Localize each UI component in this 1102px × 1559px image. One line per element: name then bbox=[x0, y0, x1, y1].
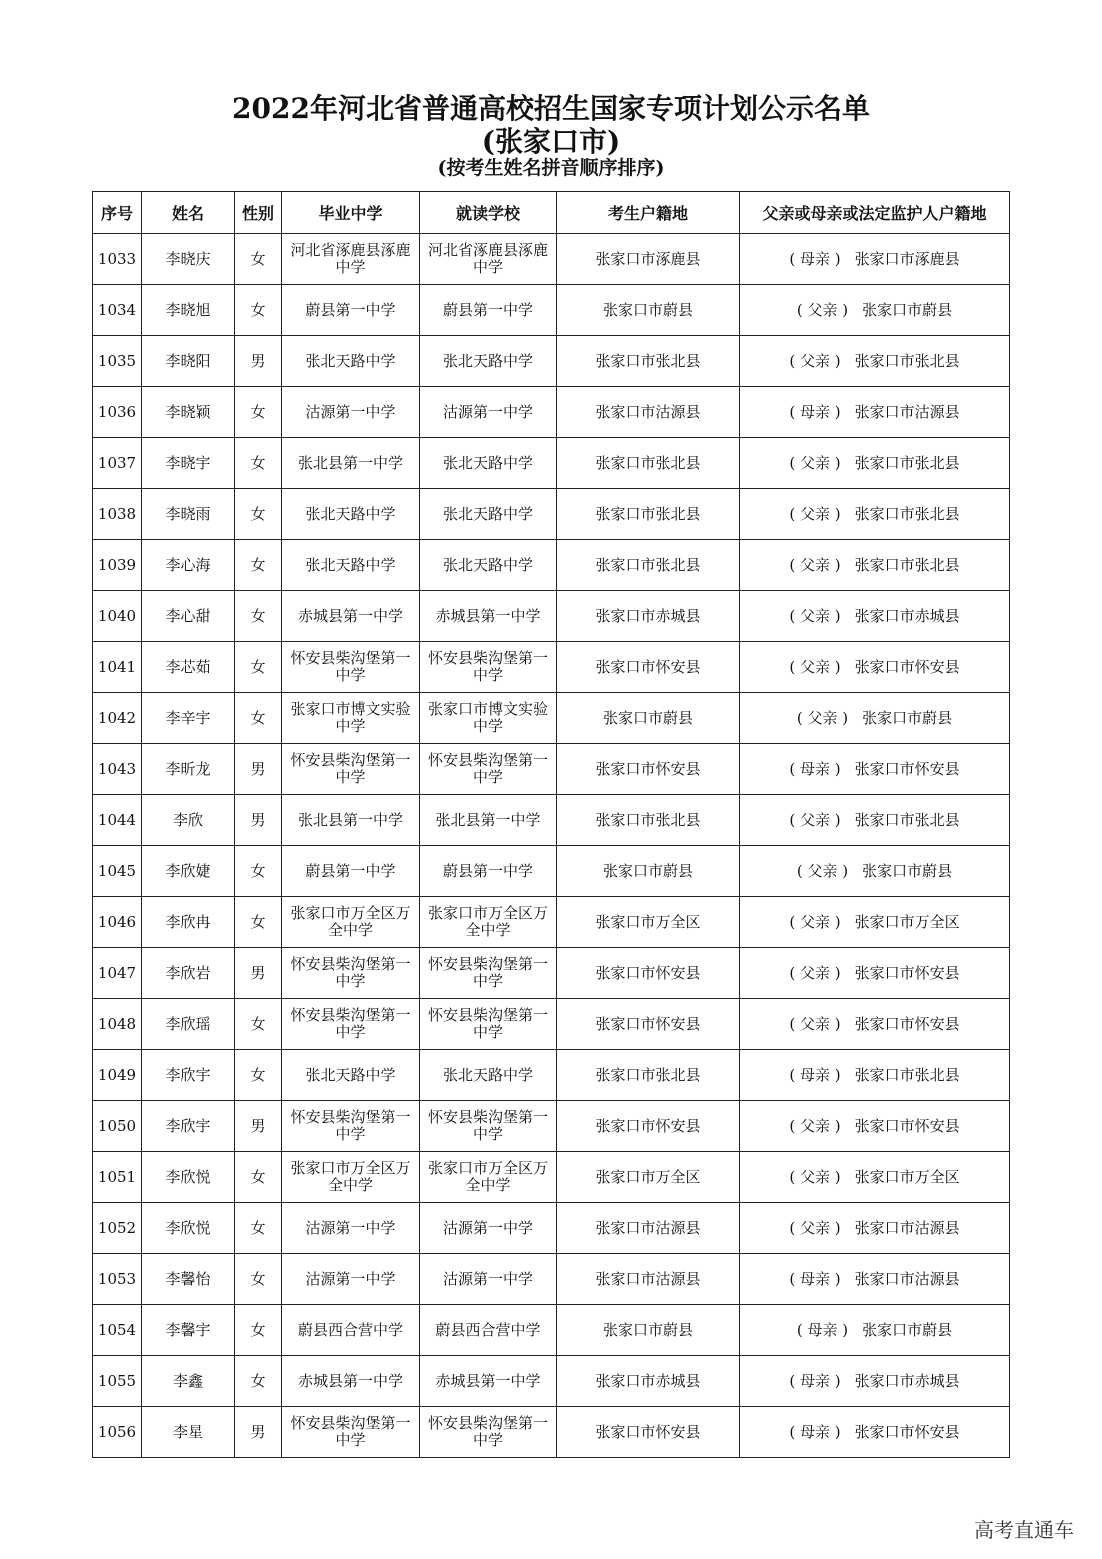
cell-gender: 女 bbox=[235, 591, 282, 642]
cell-grad-school: 张北天路中学 bbox=[282, 489, 420, 540]
cell-parent-hukou bbox=[740, 1305, 1010, 1356]
cell-seq: 1052 bbox=[93, 1203, 142, 1254]
cell-current-school: 怀安县柴沟堡第一中学 bbox=[420, 948, 557, 999]
table-row bbox=[93, 948, 1010, 999]
cell-name: 李星 bbox=[142, 1407, 235, 1458]
cell-parent-hukou bbox=[740, 336, 1010, 387]
cell-name: 李心海 bbox=[142, 540, 235, 591]
parent-hukou: 张家口市怀安县 bbox=[854, 1014, 960, 1033]
cell-hukou: 张家口市怀安县 bbox=[557, 948, 740, 999]
cell-current-school: 怀安县柴沟堡第一中学 bbox=[420, 1101, 557, 1152]
cell-hukou: 张家口市沽源县 bbox=[557, 387, 740, 438]
cell-grad-school: 怀安县柴沟堡第一中学 bbox=[282, 1101, 420, 1152]
cell-parent-hukou bbox=[740, 1050, 1010, 1101]
parent-relation: ( 父亲 ) bbox=[789, 1116, 841, 1135]
cell-gender: 男 bbox=[235, 948, 282, 999]
cell-name: 李欣宇 bbox=[142, 1050, 235, 1101]
cell-current-school: 赤城县第一中学 bbox=[420, 1356, 557, 1407]
cell-seq: 1041 bbox=[93, 642, 142, 693]
table-row bbox=[93, 1254, 1010, 1305]
cell-hukou: 张家口市张北县 bbox=[557, 336, 740, 387]
cell-hukou: 张家口市张北县 bbox=[557, 795, 740, 846]
parent-relation: ( 父亲 ) bbox=[789, 453, 841, 472]
cell-seq: 1037 bbox=[93, 438, 142, 489]
document-sort-note: (按考生姓名拼音顺序排序) bbox=[437, 157, 665, 179]
cell-current-school: 沽源第一中学 bbox=[420, 1254, 557, 1305]
parent-relation: ( 父亲 ) bbox=[789, 1167, 841, 1186]
header-hukou: 考生户籍地 bbox=[557, 192, 740, 234]
cell-name: 李馨怡 bbox=[142, 1254, 235, 1305]
cell-parent-hukou bbox=[740, 591, 1010, 642]
cell-parent-hukou bbox=[740, 897, 1010, 948]
cell-hukou: 张家口市蔚县 bbox=[557, 285, 740, 336]
table-row bbox=[93, 540, 1010, 591]
parent-hukou: 张家口市沽源县 bbox=[854, 1269, 960, 1288]
cell-seq: 1042 bbox=[93, 693, 142, 744]
cell-parent-hukou bbox=[740, 846, 1010, 897]
cell-gender: 女 bbox=[235, 489, 282, 540]
parent-relation: ( 母亲 ) bbox=[789, 1422, 841, 1441]
cell-current-school: 张北天路中学 bbox=[420, 540, 557, 591]
cell-name: 李欣 bbox=[142, 795, 235, 846]
cell-gender: 女 bbox=[235, 285, 282, 336]
cell-current-school: 怀安县柴沟堡第一中学 bbox=[420, 1407, 557, 1458]
table-row bbox=[93, 285, 1010, 336]
cell-parent-hukou bbox=[740, 438, 1010, 489]
cell-parent-hukou bbox=[740, 999, 1010, 1050]
cell-gender: 女 bbox=[235, 1356, 282, 1407]
parent-hukou: 张家口市张北县 bbox=[854, 351, 960, 370]
parent-relation: ( 母亲 ) bbox=[789, 249, 841, 268]
cell-hukou: 张家口市怀安县 bbox=[557, 1407, 740, 1458]
cell-gender: 女 bbox=[235, 540, 282, 591]
header-current-school: 就读学校 bbox=[420, 192, 557, 234]
table-row bbox=[93, 795, 1010, 846]
table-row bbox=[93, 1356, 1010, 1407]
cell-name: 李欣瑶 bbox=[142, 999, 235, 1050]
parent-relation: ( 父亲 ) bbox=[789, 912, 841, 931]
cell-grad-school: 张家口市博文实验中学 bbox=[282, 693, 420, 744]
cell-hukou: 张家口市怀安县 bbox=[557, 1101, 740, 1152]
cell-gender: 女 bbox=[235, 234, 282, 285]
parent-hukou: 张家口市蔚县 bbox=[862, 300, 953, 319]
parent-hukou: 张家口市赤城县 bbox=[854, 606, 960, 625]
cell-name: 李晓宇 bbox=[142, 438, 235, 489]
cell-seq: 1038 bbox=[93, 489, 142, 540]
cell-parent-hukou bbox=[740, 744, 1010, 795]
parent-relation: ( 父亲 ) bbox=[789, 963, 841, 982]
cell-current-school: 张北天路中学 bbox=[420, 336, 557, 387]
cell-grad-school: 怀安县柴沟堡第一中学 bbox=[282, 999, 420, 1050]
cell-grad-school: 怀安县柴沟堡第一中学 bbox=[282, 1407, 420, 1458]
cell-hukou: 张家口市万全区 bbox=[557, 1152, 740, 1203]
cell-seq: 1045 bbox=[93, 846, 142, 897]
cell-current-school: 赤城县第一中学 bbox=[420, 591, 557, 642]
cell-gender: 女 bbox=[235, 387, 282, 438]
cell-parent-hukou bbox=[740, 642, 1010, 693]
watermark: 高考直通车 bbox=[974, 1518, 1074, 1542]
cell-grad-school: 张家口市万全区万全中学 bbox=[282, 897, 420, 948]
table-row bbox=[93, 1050, 1010, 1101]
cell-name: 李欣悦 bbox=[142, 1203, 235, 1254]
header-row bbox=[93, 192, 1010, 234]
cell-grad-school: 怀安县柴沟堡第一中学 bbox=[282, 744, 420, 795]
cell-gender: 女 bbox=[235, 846, 282, 897]
cell-grad-school: 怀安县柴沟堡第一中学 bbox=[282, 642, 420, 693]
cell-name: 李芯茹 bbox=[142, 642, 235, 693]
cell-grad-school: 赤城县第一中学 bbox=[282, 1356, 420, 1407]
cell-seq: 1049 bbox=[93, 1050, 142, 1101]
cell-name: 李欣悦 bbox=[142, 1152, 235, 1203]
parent-relation: ( 父亲 ) bbox=[796, 708, 849, 727]
cell-parent-hukou bbox=[740, 540, 1010, 591]
parent-hukou: 张家口市怀安县 bbox=[854, 657, 960, 676]
cell-hukou: 张家口市沽源县 bbox=[557, 1203, 740, 1254]
table-row bbox=[93, 1407, 1010, 1458]
cell-grad-school: 张家口市万全区万全中学 bbox=[282, 1152, 420, 1203]
table-row bbox=[93, 846, 1010, 897]
cell-parent-hukou bbox=[740, 948, 1010, 999]
cell-current-school: 张家口市万全区万全中学 bbox=[420, 897, 557, 948]
cell-hukou: 张家口市万全区 bbox=[557, 897, 740, 948]
cell-hukou: 张家口市怀安县 bbox=[557, 999, 740, 1050]
parent-hukou: 张家口市蔚县 bbox=[862, 1320, 953, 1339]
parent-relation: ( 母亲 ) bbox=[789, 1269, 841, 1288]
header-gender: 性别 bbox=[235, 192, 282, 234]
parent-hukou: 张家口市赤城县 bbox=[854, 1371, 960, 1390]
cell-grad-school: 张北天路中学 bbox=[282, 540, 420, 591]
cell-name: 李晓阳 bbox=[142, 336, 235, 387]
cell-current-school: 张家口市万全区万全中学 bbox=[420, 1152, 557, 1203]
parent-hukou: 张家口市怀安县 bbox=[854, 1422, 960, 1441]
cell-gender: 女 bbox=[235, 1203, 282, 1254]
parent-hukou: 张家口市涿鹿县 bbox=[854, 249, 960, 268]
cell-current-school: 怀安县柴沟堡第一中学 bbox=[420, 642, 557, 693]
cell-seq: 1036 bbox=[93, 387, 142, 438]
cell-seq: 1044 bbox=[93, 795, 142, 846]
roster-body bbox=[93, 234, 1010, 1458]
cell-seq: 1048 bbox=[93, 999, 142, 1050]
parent-hukou: 张家口市怀安县 bbox=[854, 963, 960, 982]
cell-gender: 女 bbox=[235, 897, 282, 948]
cell-name: 李欣岩 bbox=[142, 948, 235, 999]
cell-current-school: 沽源第一中学 bbox=[420, 387, 557, 438]
cell-grad-school: 蔚县第一中学 bbox=[282, 846, 420, 897]
cell-gender: 女 bbox=[235, 642, 282, 693]
cell-current-school: 怀安县柴沟堡第一中学 bbox=[420, 744, 557, 795]
cell-name: 李心甜 bbox=[142, 591, 235, 642]
parent-relation: ( 父亲 ) bbox=[789, 555, 841, 574]
cell-seq: 1051 bbox=[93, 1152, 142, 1203]
parent-hukou: 张家口市万全区 bbox=[854, 1167, 960, 1186]
cell-grad-school: 蔚县第一中学 bbox=[282, 285, 420, 336]
header-grad-school: 毕业中学 bbox=[282, 192, 420, 234]
cell-current-school: 张北天路中学 bbox=[420, 489, 557, 540]
cell-hukou: 张家口市怀安县 bbox=[557, 744, 740, 795]
table-row bbox=[93, 438, 1010, 489]
cell-grad-school: 沽源第一中学 bbox=[282, 387, 420, 438]
cell-parent-hukou bbox=[740, 285, 1010, 336]
cell-gender: 女 bbox=[235, 1050, 282, 1101]
parent-relation: ( 父亲 ) bbox=[789, 1218, 841, 1237]
cell-current-school: 蔚县西合营中学 bbox=[420, 1305, 557, 1356]
cell-grad-school: 河北省涿鹿县涿鹿中学 bbox=[282, 234, 420, 285]
cell-gender: 男 bbox=[235, 1407, 282, 1458]
cell-hukou: 张家口市蔚县 bbox=[557, 1305, 740, 1356]
cell-current-school: 沽源第一中学 bbox=[420, 1203, 557, 1254]
parent-hukou: 张家口市沽源县 bbox=[854, 402, 960, 421]
cell-hukou: 张家口市蔚县 bbox=[557, 693, 740, 744]
parent-hukou: 张家口市张北县 bbox=[854, 1065, 960, 1084]
table-row bbox=[93, 642, 1010, 693]
cell-name: 李欣宇 bbox=[142, 1101, 235, 1152]
header-name: 姓名 bbox=[142, 192, 235, 234]
cell-name: 李鑫 bbox=[142, 1356, 235, 1407]
table-row bbox=[93, 234, 1010, 285]
cell-seq: 1034 bbox=[93, 285, 142, 336]
cell-name: 李晓雨 bbox=[142, 489, 235, 540]
cell-parent-hukou bbox=[740, 1101, 1010, 1152]
cell-hukou: 张家口市张北县 bbox=[557, 540, 740, 591]
parent-relation: ( 父亲 ) bbox=[789, 657, 841, 676]
cell-name: 李馨宇 bbox=[142, 1305, 235, 1356]
parent-relation: ( 父亲 ) bbox=[789, 606, 841, 625]
parent-hukou: 张家口市沽源县 bbox=[854, 1218, 960, 1237]
parent-hukou: 张家口市万全区 bbox=[854, 912, 960, 931]
cell-gender: 女 bbox=[235, 1152, 282, 1203]
parent-relation: ( 母亲 ) bbox=[789, 402, 841, 421]
cell-gender: 男 bbox=[235, 1101, 282, 1152]
cell-hukou: 张家口市赤城县 bbox=[557, 591, 740, 642]
cell-current-school: 蔚县第一中学 bbox=[420, 846, 557, 897]
cell-gender: 女 bbox=[235, 1254, 282, 1305]
cell-current-school: 张北县第一中学 bbox=[420, 795, 557, 846]
cell-parent-hukou bbox=[740, 489, 1010, 540]
table-row bbox=[93, 387, 1010, 438]
cell-parent-hukou bbox=[740, 1152, 1010, 1203]
table-row bbox=[93, 1305, 1010, 1356]
cell-grad-school: 沽源第一中学 bbox=[282, 1203, 420, 1254]
cell-hukou: 张家口市蔚县 bbox=[557, 846, 740, 897]
parent-relation: ( 父亲 ) bbox=[789, 351, 841, 370]
parent-hukou: 张家口市怀安县 bbox=[854, 759, 960, 778]
header-parent-hukou: 父亲或母亲或法定监护人户籍地 bbox=[740, 192, 1010, 234]
cell-grad-school: 沽源第一中学 bbox=[282, 1254, 420, 1305]
cell-gender: 男 bbox=[235, 336, 282, 387]
parent-hukou: 张家口市张北县 bbox=[854, 810, 960, 829]
cell-gender: 女 bbox=[235, 693, 282, 744]
parent-hukou: 张家口市怀安县 bbox=[854, 1116, 960, 1135]
cell-gender: 女 bbox=[235, 438, 282, 489]
table-row bbox=[93, 1101, 1010, 1152]
cell-grad-school: 怀安县柴沟堡第一中学 bbox=[282, 948, 420, 999]
parent-relation: ( 父亲 ) bbox=[789, 810, 841, 829]
cell-seq: 1046 bbox=[93, 897, 142, 948]
table-row bbox=[93, 489, 1010, 540]
header-seq: 序号 bbox=[93, 192, 142, 234]
cell-seq: 1033 bbox=[93, 234, 142, 285]
cell-name: 李晓旭 bbox=[142, 285, 235, 336]
parent-relation: ( 母亲 ) bbox=[789, 1065, 841, 1084]
table-row bbox=[93, 1152, 1010, 1203]
cell-parent-hukou bbox=[740, 1407, 1010, 1458]
cell-name: 李欣冉 bbox=[142, 897, 235, 948]
cell-parent-hukou bbox=[740, 795, 1010, 846]
cell-current-school: 张北天路中学 bbox=[420, 1050, 557, 1101]
table-row bbox=[93, 999, 1010, 1050]
cell-grad-school: 张北天路中学 bbox=[282, 336, 420, 387]
document-subtitle-city: (张家口市) bbox=[481, 125, 621, 158]
cell-grad-school: 蔚县西合营中学 bbox=[282, 1305, 420, 1356]
parent-relation: ( 母亲 ) bbox=[789, 759, 841, 778]
cell-seq: 1035 bbox=[93, 336, 142, 387]
cell-hukou: 张家口市涿鹿县 bbox=[557, 234, 740, 285]
cell-seq: 1047 bbox=[93, 948, 142, 999]
table-row bbox=[93, 336, 1010, 387]
table-row bbox=[93, 897, 1010, 948]
cell-parent-hukou bbox=[740, 1356, 1010, 1407]
cell-parent-hukou bbox=[740, 693, 1010, 744]
cell-seq: 1050 bbox=[93, 1101, 142, 1152]
table-row bbox=[93, 591, 1010, 642]
parent-hukou: 张家口市张北县 bbox=[854, 555, 960, 574]
cell-seq: 1039 bbox=[93, 540, 142, 591]
cell-hukou: 张家口市张北县 bbox=[557, 438, 740, 489]
cell-parent-hukou bbox=[740, 234, 1010, 285]
cell-seq: 1043 bbox=[93, 744, 142, 795]
cell-current-school: 河北省涿鹿县涿鹿中学 bbox=[420, 234, 557, 285]
cell-current-school: 张家口市博文实验中学 bbox=[420, 693, 557, 744]
cell-name: 李晓庆 bbox=[142, 234, 235, 285]
parent-relation: ( 父亲 ) bbox=[789, 1014, 841, 1033]
cell-parent-hukou bbox=[740, 1254, 1010, 1305]
parent-relation: ( 父亲 ) bbox=[796, 300, 849, 319]
cell-gender: 女 bbox=[235, 1305, 282, 1356]
cell-seq: 1055 bbox=[93, 1356, 142, 1407]
cell-seq: 1056 bbox=[93, 1407, 142, 1458]
cell-current-school: 蔚县第一中学 bbox=[420, 285, 557, 336]
document-title: 2022年河北省普通高校招生国家专项计划公示名单 bbox=[232, 92, 870, 125]
table-row bbox=[93, 693, 1010, 744]
parent-hukou: 张家口市蔚县 bbox=[862, 708, 953, 727]
parent-hukou: 张家口市蔚县 bbox=[862, 861, 953, 880]
cell-gender: 女 bbox=[235, 999, 282, 1050]
cell-hukou: 张家口市张北县 bbox=[557, 1050, 740, 1101]
cell-hukou: 张家口市怀安县 bbox=[557, 642, 740, 693]
parent-relation: ( 母亲 ) bbox=[796, 1320, 849, 1339]
cell-gender: 男 bbox=[235, 744, 282, 795]
parent-relation: ( 父亲 ) bbox=[796, 861, 849, 880]
cell-gender: 男 bbox=[235, 795, 282, 846]
cell-hukou: 张家口市赤城县 bbox=[557, 1356, 740, 1407]
cell-grad-school: 张北县第一中学 bbox=[282, 795, 420, 846]
parent-relation: ( 父亲 ) bbox=[789, 504, 841, 523]
cell-current-school: 怀安县柴沟堡第一中学 bbox=[420, 999, 557, 1050]
parent-relation: ( 母亲 ) bbox=[789, 1371, 841, 1390]
cell-name: 李欣婕 bbox=[142, 846, 235, 897]
table-row bbox=[93, 1203, 1010, 1254]
cell-grad-school: 赤城县第一中学 bbox=[282, 591, 420, 642]
cell-grad-school: 张北县第一中学 bbox=[282, 438, 420, 489]
cell-current-school: 张北天路中学 bbox=[420, 438, 557, 489]
cell-name: 李晓颖 bbox=[142, 387, 235, 438]
cell-hukou: 张家口市张北县 bbox=[557, 489, 740, 540]
parent-hukou: 张家口市张北县 bbox=[854, 504, 960, 523]
table-row bbox=[93, 744, 1010, 795]
roster-table bbox=[92, 191, 1010, 1458]
cell-grad-school: 张北天路中学 bbox=[282, 1050, 420, 1101]
cell-name: 李辛宇 bbox=[142, 693, 235, 744]
parent-hukou: 张家口市张北县 bbox=[854, 453, 960, 472]
cell-seq: 1053 bbox=[93, 1254, 142, 1305]
cell-hukou: 张家口市沽源县 bbox=[557, 1254, 740, 1305]
cell-parent-hukou bbox=[740, 387, 1010, 438]
cell-seq: 1040 bbox=[93, 591, 142, 642]
cell-parent-hukou bbox=[740, 1203, 1010, 1254]
cell-name: 李昕龙 bbox=[142, 744, 235, 795]
cell-seq: 1054 bbox=[93, 1305, 142, 1356]
